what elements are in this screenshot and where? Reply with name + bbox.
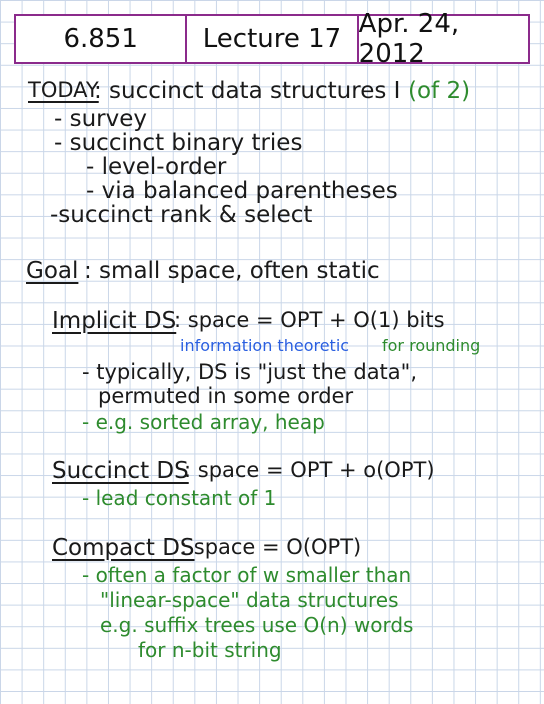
implicit-line-2: permuted in some order: [98, 384, 354, 408]
implicit-formula: : space = OPT + O(1) bits: [174, 308, 445, 332]
succinct-formula: : space = OPT + o(OPT): [184, 458, 435, 482]
implicit-example: - e.g. sorted array, heap: [82, 410, 325, 434]
compact-line-1: - often a factor of w smaller than: [82, 563, 412, 587]
succinct-note: - lead constant of 1: [82, 486, 277, 510]
implicit-line-1: - typically, DS is "just the data",: [82, 360, 417, 384]
lecture-header: [14, 9, 530, 69]
implicit-note-round: for rounding: [382, 336, 481, 355]
today-label: TODAY: [28, 78, 99, 102]
lecture-date: Apr. 24, 2012: [358, 9, 460, 69]
lecture-number: Lecture 17: [187, 16, 358, 62]
goal-text: : small space, often static: [84, 258, 380, 284]
implicit-label: Implicit DS: [52, 308, 177, 334]
today-item-survey: - survey: [54, 106, 147, 132]
today-item-tries: - succinct binary tries: [54, 130, 303, 156]
today-item-parentheses: - via balanced parentheses: [86, 178, 398, 204]
goal-label: Goal: [26, 258, 79, 284]
course-number: 6.851: [16, 16, 187, 62]
compact-formula: : space = O(OPT): [180, 535, 362, 559]
compact-line-2: "linear-space" data structures: [100, 588, 399, 612]
today-part: (of 2): [408, 78, 471, 104]
today-title: : succinct data structures I: [94, 78, 401, 104]
compact-line-3: e.g. suffix trees use O(n) words: [100, 613, 414, 637]
implicit-note-info: information theoretic: [180, 336, 350, 355]
compact-label: Compact DS: [52, 535, 195, 561]
compact-line-4: for n-bit string: [138, 638, 282, 662]
today-item-rank-select: -succinct rank & select: [50, 202, 313, 228]
succinct-label: Succinct DS: [52, 458, 189, 484]
today-item-level-order: - level-order: [86, 154, 227, 180]
